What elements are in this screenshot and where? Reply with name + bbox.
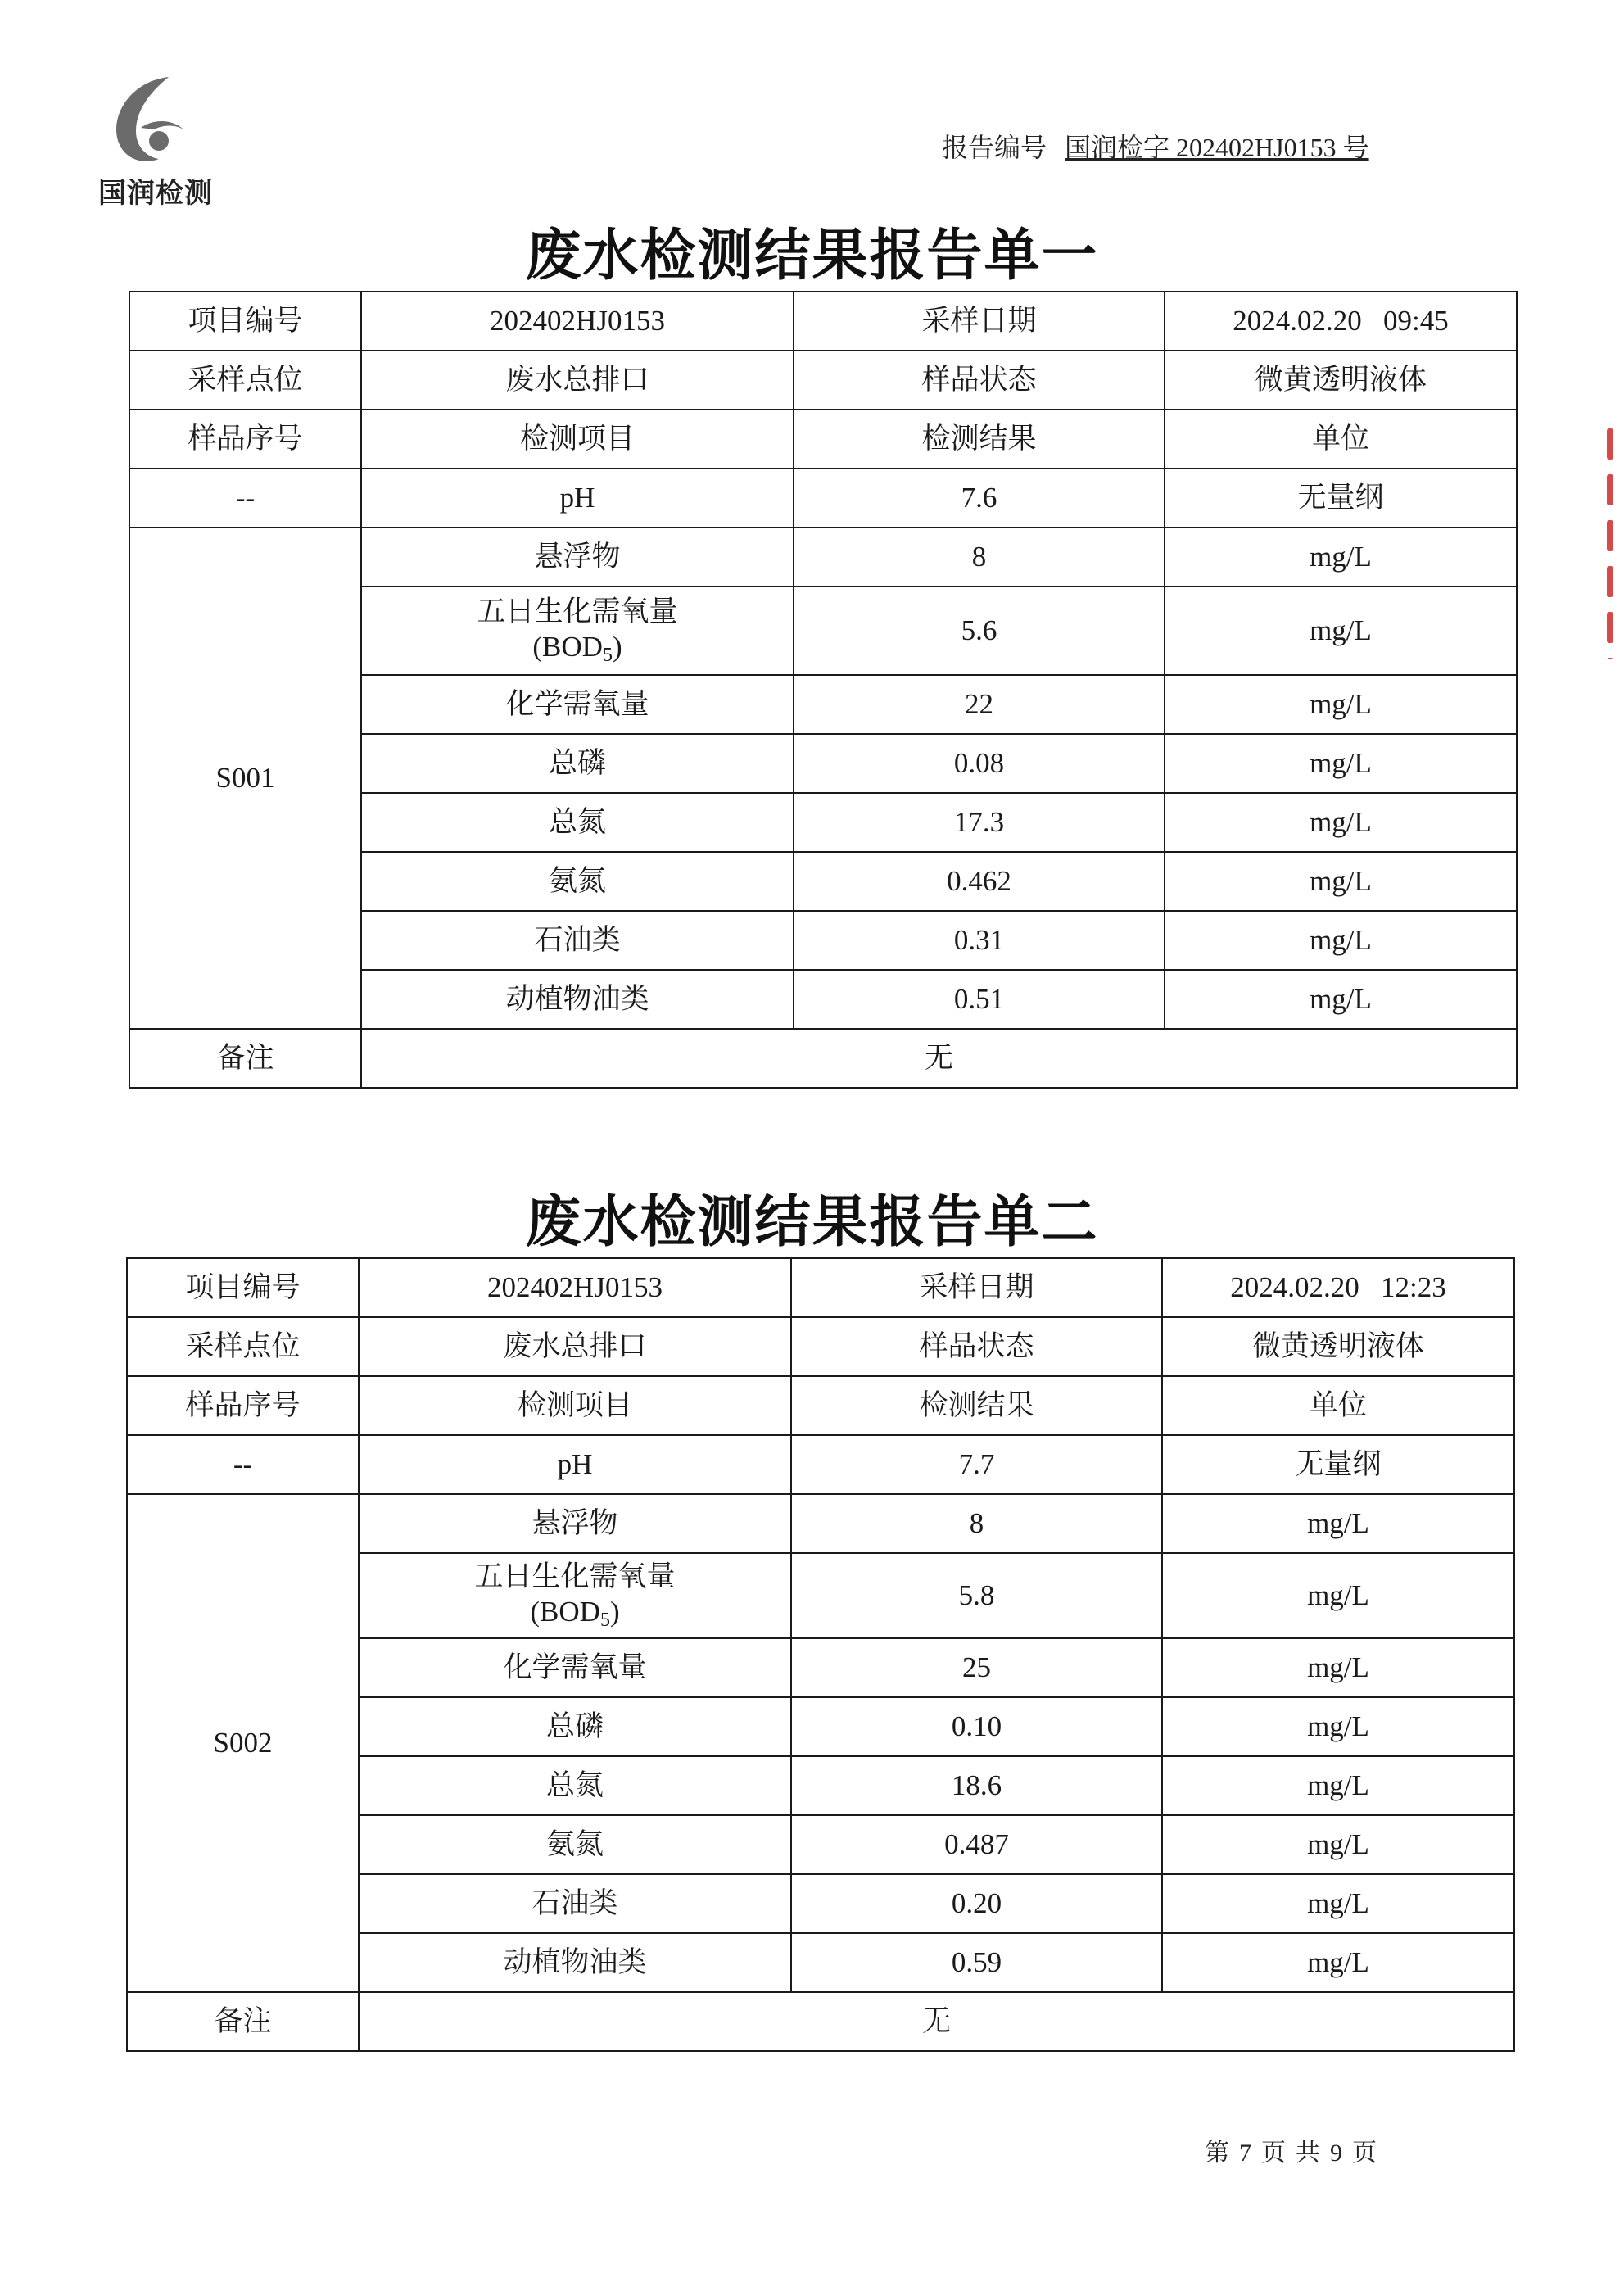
sampling-point-label: 采样点位 xyxy=(127,1317,359,1376)
item-unit: mg/L xyxy=(1162,1756,1514,1815)
bod-label: (BOD xyxy=(532,631,603,663)
item-result: 18.6 xyxy=(791,1756,1162,1815)
logo-mark-icon xyxy=(105,72,195,170)
item-name: 化学需氧量 xyxy=(359,1638,791,1697)
item-name: 石油类 xyxy=(361,911,794,970)
report-number xyxy=(942,127,1369,165)
item-name-line2 xyxy=(364,1594,785,1633)
item-name: 悬浮物 xyxy=(359,1494,791,1553)
sample-state-value: 微黄透明液体 xyxy=(1162,1317,1514,1376)
remark-label: 备注 xyxy=(127,1992,359,2051)
ph-unit: 无量纲 xyxy=(1162,1435,1514,1494)
table-header-row xyxy=(129,410,1517,469)
remark-label: 备注 xyxy=(129,1029,361,1088)
col-header-seq: 样品序号 xyxy=(129,410,361,469)
table-row xyxy=(129,528,1517,586)
item-result: 0.487 xyxy=(791,1815,1162,1874)
item-result: 0.59 xyxy=(791,1933,1162,1992)
report-table-2 xyxy=(126,1257,1515,2052)
item-name: 总磷 xyxy=(361,734,794,793)
col-header-unit: 单位 xyxy=(1165,410,1517,469)
item-result: 0.20 xyxy=(791,1874,1162,1933)
item-unit: mg/L xyxy=(1165,793,1517,852)
report-number-label: 报告编号 xyxy=(942,133,1047,162)
ph-seq: -- xyxy=(127,1435,359,1494)
item-name: 化学需氧量 xyxy=(361,675,794,734)
page-current: 7 xyxy=(1239,2140,1251,2167)
item-unit: mg/L xyxy=(1162,1638,1514,1697)
item-unit: mg/L xyxy=(1165,675,1517,734)
page-total-word: 共 xyxy=(1296,2140,1320,2167)
item-name-line1: 五日生化需氧量 xyxy=(474,1560,676,1592)
item-name xyxy=(361,586,794,675)
col-header-item: 检测项目 xyxy=(359,1376,791,1435)
project-no-label: 项目编号 xyxy=(127,1258,359,1317)
item-name: 总磷 xyxy=(359,1697,791,1756)
project-no-value: 202402HJ0153 xyxy=(361,292,794,351)
table-row xyxy=(127,1258,1514,1317)
table-row xyxy=(129,292,1517,351)
report-title-1: 废水检测结果报告单一 xyxy=(525,223,1099,288)
ph-item: pH xyxy=(359,1435,791,1494)
item-name xyxy=(359,1553,791,1638)
bod-label: (BOD xyxy=(530,1596,600,1628)
item-result: 8 xyxy=(794,528,1165,586)
seal-stamp-edge xyxy=(1597,414,1622,659)
page-total: 9 xyxy=(1330,2140,1342,2167)
item-unit: mg/L xyxy=(1162,1697,1514,1756)
report-title-2: 废水检测结果报告单二 xyxy=(525,1189,1099,1255)
bod-close: ) xyxy=(609,1596,620,1628)
sampling-point-value: 废水总排口 xyxy=(361,351,794,410)
item-unit: mg/L xyxy=(1162,1553,1514,1638)
item-result: 17.3 xyxy=(794,793,1165,852)
project-no-label: 项目编号 xyxy=(129,292,361,351)
remark-row xyxy=(129,1029,1517,1088)
item-result: 25 xyxy=(791,1638,1162,1697)
item-unit: mg/L xyxy=(1165,970,1517,1029)
sample-state-value: 微黄透明液体 xyxy=(1165,351,1517,410)
item-unit: mg/L xyxy=(1165,852,1517,911)
item-name: 动植物油类 xyxy=(359,1933,791,1992)
item-unit: mg/L xyxy=(1162,1933,1514,1992)
item-name-line2 xyxy=(367,629,788,668)
item-unit: mg/L xyxy=(1165,734,1517,793)
table-header-row xyxy=(127,1376,1514,1435)
item-name: 总氮 xyxy=(361,793,794,852)
ph-unit: 无量纲 xyxy=(1165,469,1517,528)
col-header-unit: 单位 xyxy=(1162,1376,1514,1435)
ph-result: 7.7 xyxy=(791,1435,1162,1494)
ph-seq: -- xyxy=(129,469,361,528)
sample-id: S002 xyxy=(127,1494,359,1992)
ph-result: 7.6 xyxy=(794,469,1165,528)
item-unit: mg/L xyxy=(1165,911,1517,970)
company-logo xyxy=(82,72,221,211)
table-row xyxy=(129,351,1517,410)
bod-close: ) xyxy=(612,631,622,663)
report-number-value: 国润检字 202402HJ0153 号 xyxy=(1065,133,1369,162)
table-row xyxy=(127,1494,1514,1553)
item-name: 氨氮 xyxy=(359,1815,791,1874)
project-no-value: 202402HJ0153 xyxy=(359,1258,791,1317)
bod-subscript: 5 xyxy=(599,1610,610,1632)
page-word: 页 xyxy=(1261,2140,1286,2167)
item-unit: mg/L xyxy=(1162,1494,1514,1553)
remark-value: 无 xyxy=(359,1992,1514,2051)
item-unit: mg/L xyxy=(1162,1874,1514,1933)
item-name-line1: 五日生化需氧量 xyxy=(477,595,678,627)
ph-item: pH xyxy=(361,469,794,528)
item-unit: mg/L xyxy=(1162,1815,1514,1874)
item-result: 0.51 xyxy=(794,970,1165,1029)
item-name: 氨氮 xyxy=(361,852,794,911)
sample-state-label: 样品状态 xyxy=(794,351,1165,410)
sampling-point-value: 废水总排口 xyxy=(359,1317,791,1376)
item-name: 石油类 xyxy=(359,1874,791,1933)
sample-state-label: 样品状态 xyxy=(791,1317,1162,1376)
logo-text: 国润检测 xyxy=(98,177,213,210)
sampling-date-value: 2024.02.20 09:45 xyxy=(1165,292,1517,351)
item-name: 悬浮物 xyxy=(361,528,794,586)
table-row xyxy=(127,1317,1514,1376)
item-result: 5.6 xyxy=(794,586,1165,675)
sampling-date-value: 2024.02.20 12:23 xyxy=(1162,1258,1514,1317)
page-suffix: 页 xyxy=(1352,2140,1377,2167)
table-row xyxy=(127,1435,1514,1494)
item-result: 5.8 xyxy=(791,1553,1162,1638)
col-header-seq: 样品序号 xyxy=(127,1376,359,1435)
bod-subscript: 5 xyxy=(602,645,613,667)
item-result: 22 xyxy=(794,675,1165,734)
item-result: 8 xyxy=(791,1494,1162,1553)
sampling-point-label: 采样点位 xyxy=(129,351,361,410)
remark-row xyxy=(127,1992,1514,2051)
sampling-date-label: 采样日期 xyxy=(791,1258,1162,1317)
item-unit: mg/L xyxy=(1165,528,1517,586)
page-prefix: 第 xyxy=(1205,2140,1229,2167)
table-row xyxy=(129,469,1517,528)
item-result: 0.10 xyxy=(791,1697,1162,1756)
item-result: 0.31 xyxy=(794,911,1165,970)
sample-id: S001 xyxy=(129,528,361,1029)
sampling-date-label: 采样日期 xyxy=(794,292,1165,351)
item-result: 0.08 xyxy=(794,734,1165,793)
remark-value: 无 xyxy=(361,1029,1517,1088)
item-name: 总氮 xyxy=(359,1756,791,1815)
col-header-item: 检测项目 xyxy=(361,410,794,469)
page-number xyxy=(1200,2132,1382,2168)
item-result: 0.462 xyxy=(794,852,1165,911)
item-unit: mg/L xyxy=(1165,586,1517,675)
item-name: 动植物油类 xyxy=(361,970,794,1029)
col-header-result: 检测结果 xyxy=(791,1376,1162,1435)
report-table-1 xyxy=(129,291,1518,1089)
col-header-result: 检测结果 xyxy=(794,410,1165,469)
